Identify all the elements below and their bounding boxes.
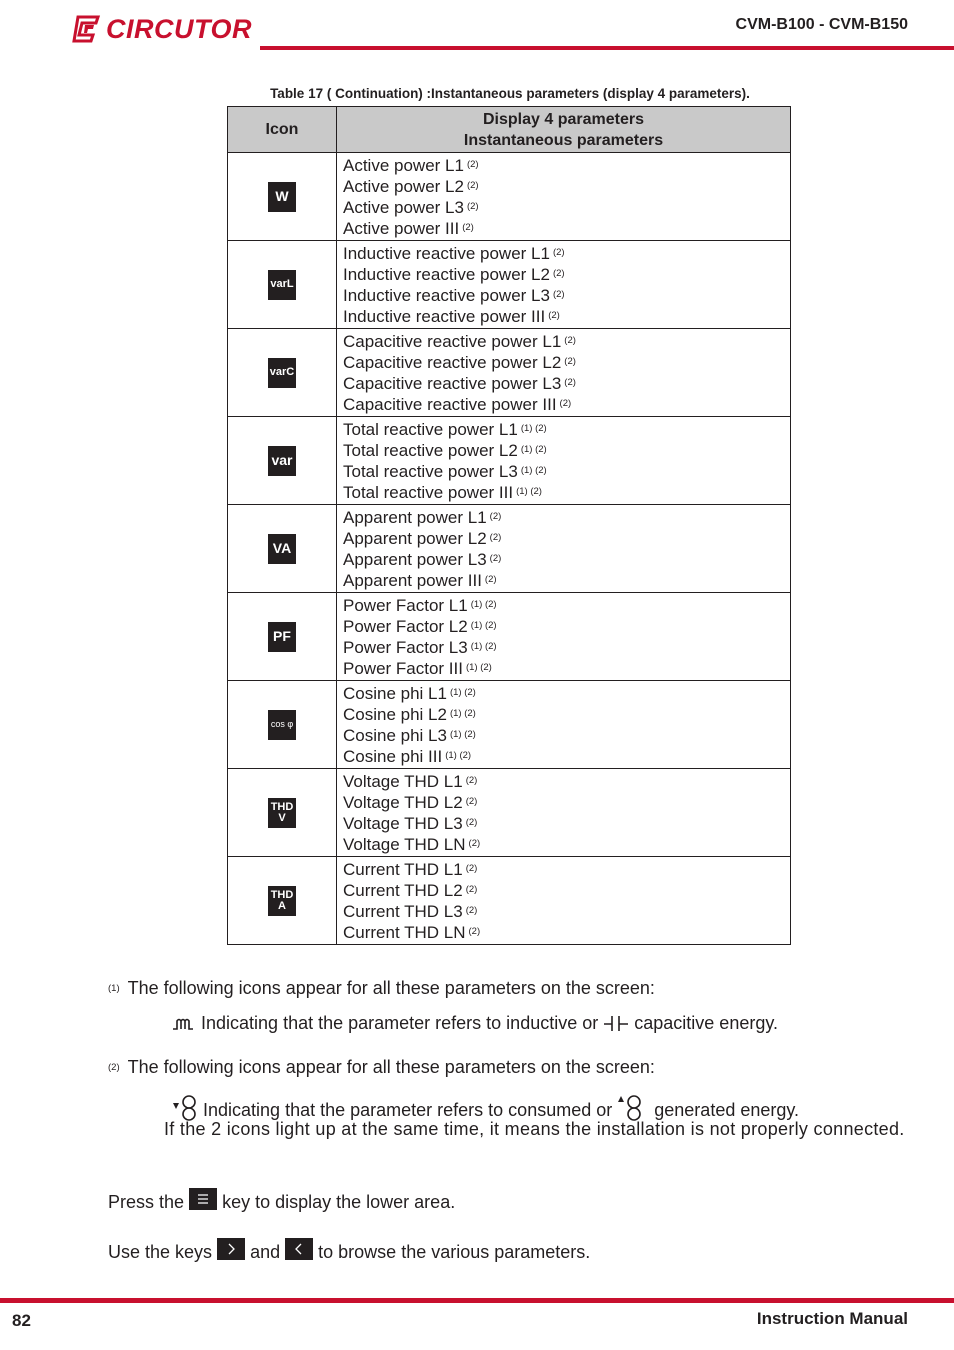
parameter-line (343, 901, 784, 922)
parameter-line (343, 461, 784, 482)
parameter-name: Voltage THD L1 (343, 772, 463, 791)
icon-label-top: THD (270, 889, 294, 901)
table-row (228, 329, 791, 417)
table-row (228, 857, 791, 945)
parameter-line (343, 482, 784, 503)
parameter-note-ref: (2) (466, 180, 479, 191)
parameter-line (343, 880, 784, 901)
parameter-name: Inductive reactive power L3 (343, 286, 550, 305)
parameter-note-ref: (2) (466, 159, 479, 170)
parameter-note-ref: (2) (564, 377, 576, 388)
note-1 (108, 977, 655, 1000)
page-number: 82 (12, 1311, 31, 1330)
capacitive-icon (603, 1013, 629, 1033)
parameter-note-ref: (2) (465, 863, 478, 874)
note-1-detail (172, 1012, 778, 1035)
parameter-name: Current THD L1 (343, 860, 463, 879)
parameter-line (343, 218, 784, 239)
icon-cell (228, 417, 337, 505)
parameters-table (227, 106, 791, 945)
parameter-note-ref: (2) (466, 201, 479, 212)
parameter-line (343, 197, 784, 218)
parameter-line (343, 771, 784, 792)
parameter-note-ref: (2) (489, 532, 502, 543)
parameter-note-ref: (1) (2) (470, 641, 497, 652)
parameter-line (343, 394, 784, 415)
parameter-line (343, 834, 784, 855)
parameter-line (343, 922, 784, 943)
menu-key-icon (189, 1188, 217, 1210)
parameter-line (343, 528, 784, 549)
model-title: CVM-B100 - CVM-B150 (735, 16, 908, 33)
parameter-name: Cosine phi L3 (343, 726, 447, 745)
parameter-cell (337, 505, 791, 593)
parameter-name: Active power L1 (343, 156, 464, 175)
params-column-header (337, 107, 791, 153)
parameter-name: Voltage THD L2 (343, 793, 463, 812)
parameter-note-ref: (1) (2) (470, 599, 497, 610)
parameter-cell (337, 153, 791, 241)
table-caption: Table 17 ( Continuation) :Instantaneous parameters (display 4 parameters). (270, 86, 750, 101)
icon-label-top: THD (270, 801, 294, 813)
parameter-note-ref: (2) (465, 905, 478, 916)
icon-column-header: Icon (228, 107, 337, 153)
parameter-line (343, 725, 784, 746)
parameter-cell (337, 769, 791, 857)
table-row (228, 769, 791, 857)
inductive-icon (172, 1015, 196, 1033)
parameter-name: Cosine phi III (343, 747, 443, 766)
note-2 (108, 1056, 655, 1079)
footer-rule (0, 1298, 954, 1303)
parameter-note-ref: (1) (2) (520, 465, 547, 476)
parameter-name: Capacitive reactive power L1 (343, 332, 562, 351)
parameter-note-ref: (2) (564, 356, 576, 367)
pf-icon: PF (268, 622, 296, 652)
parameter-note-ref: (2) (552, 247, 565, 258)
table-header-row (228, 107, 791, 153)
parameter-name: Capacitive reactive power L2 (343, 353, 562, 372)
table-row (228, 681, 791, 769)
varc-icon: varC (268, 358, 296, 388)
parameter-name: Active power L2 (343, 177, 464, 196)
parameter-line (343, 813, 784, 834)
parameter-note-ref: (2) (559, 398, 572, 409)
parameter-name: Inductive reactive power L1 (343, 244, 550, 263)
parameter-cell (337, 593, 791, 681)
parameter-line (343, 155, 784, 176)
note-2-text: The following icons appear for all these parameters on the screen: (127, 1057, 655, 1077)
icon-cell (228, 857, 337, 945)
icon-cell (228, 505, 337, 593)
parameter-name: Active power L3 (343, 198, 464, 217)
parameter-name: Total reactive power L1 (343, 420, 518, 439)
parameter-line (343, 419, 784, 440)
parameter-line (343, 373, 784, 394)
parameter-line (343, 570, 784, 591)
icon-cell (228, 241, 337, 329)
note-1-detail-b: capacitive energy. (634, 1013, 779, 1033)
browse-instruction (108, 1238, 590, 1264)
parameter-cell (337, 329, 791, 417)
icon-cell (228, 769, 337, 857)
table-row (228, 153, 791, 241)
note-1-detail-a: Indicating that the parameter refers to inductive or (201, 1013, 599, 1033)
parameter-note-ref: (2) (465, 817, 478, 828)
parameter-name: Current THD L2 (343, 881, 463, 900)
icon-cell (228, 593, 337, 681)
parameter-name: Power Factor L2 (343, 617, 468, 636)
parameter-note-ref: (2) (564, 335, 576, 346)
parameter-note-ref: (2) (552, 289, 565, 300)
parameter-note-ref: (1) (2) (449, 729, 476, 740)
press-instruction (108, 1188, 455, 1214)
note-1-text: The following icons appear for all these parameters on the screen: (127, 978, 655, 998)
parameter-name: Apparent power III (343, 571, 482, 590)
parameter-note-ref: (2) (548, 310, 560, 321)
use-and-text: and (250, 1242, 281, 1262)
parameter-name: Inductive reactive power III (343, 307, 546, 326)
parameter-name: Apparent power L3 (343, 550, 487, 569)
icon-cell (228, 329, 337, 417)
table-row (228, 241, 791, 329)
parameter-note-ref: (2) (465, 796, 478, 807)
varl-icon: varL (268, 270, 296, 300)
brand-logo (72, 12, 252, 46)
icon-label-bottom: A (278, 900, 286, 912)
parameter-name: Current THD LN (343, 923, 466, 942)
parameter-name: Active power III (343, 219, 460, 238)
use-text-b: to browse the various parameters. (318, 1242, 591, 1262)
parameter-line (343, 746, 784, 767)
parameter-line (343, 595, 784, 616)
circutor-logo-icon (72, 14, 102, 44)
params-header-line1: Display 4 parameters (483, 110, 644, 128)
parameter-note-ref: (1) (2) (470, 620, 497, 631)
parameter-note-ref: (1) (2) (465, 662, 492, 673)
parameter-note-ref: (1) (2) (449, 687, 476, 698)
parameter-note-ref: (2) (468, 926, 481, 937)
parameter-cell (337, 857, 791, 945)
right-key-icon (217, 1238, 245, 1260)
parameter-line (343, 792, 784, 813)
parameter-name: Power Factor L1 (343, 596, 468, 615)
parameter-note-ref: (2) (489, 511, 502, 522)
parameter-name: Capacitive reactive power III (343, 395, 557, 414)
parameter-note-ref: (2) (462, 222, 474, 233)
parameter-name: Apparent power L2 (343, 529, 487, 548)
use-text-a: Use the keys (108, 1242, 213, 1262)
parameter-name: Current THD L3 (343, 902, 463, 921)
va-icon: VA (268, 534, 296, 564)
parameter-note-ref: (2) (484, 574, 497, 585)
parameter-name: Inductive reactive power L2 (343, 265, 550, 284)
cos-icon: cos φ (268, 710, 296, 740)
parameter-name: Power Factor III (343, 659, 463, 678)
parameter-line (343, 658, 784, 679)
thd-v-icon (268, 798, 296, 828)
parameter-cell (337, 241, 791, 329)
icon-label-bottom: V (278, 812, 286, 824)
parameter-note-ref: (1) (2) (445, 750, 472, 761)
parameter-line (343, 440, 784, 461)
parameter-line (343, 352, 784, 373)
note-2-detail-a: Indicating that the parameter refers to consumed or (203, 1100, 613, 1120)
left-key-icon (285, 1238, 313, 1260)
press-text-a: Press the (108, 1192, 185, 1212)
parameter-line (343, 616, 784, 637)
thd-a-icon (268, 886, 296, 916)
w-icon: W (268, 182, 296, 212)
parameter-line (343, 331, 784, 352)
parameter-line (343, 683, 784, 704)
var-icon: var (268, 446, 296, 476)
table-row (228, 505, 791, 593)
parameter-cell (337, 681, 791, 769)
parameter-line (343, 507, 784, 528)
parameter-note-ref: (1) (2) (449, 708, 476, 719)
manual-title: Instruction Manual (756, 1309, 908, 1328)
parameter-note-ref: (1) (2) (520, 444, 547, 455)
header-rule (260, 46, 954, 50)
parameter-note-ref: (2) (552, 268, 565, 279)
parameter-line (343, 637, 784, 658)
note-1-mark: (1) (108, 983, 120, 994)
parameter-note-ref: (2) (465, 775, 478, 786)
note-2-mark: (2) (108, 1062, 120, 1073)
params-header-line2: Instantaneous parameters (463, 131, 664, 149)
brand-name: CIRCUTOR (106, 13, 253, 44)
icon-cell (228, 153, 337, 241)
parameter-note-ref: (2) (489, 553, 502, 564)
parameter-line (343, 176, 784, 197)
parameter-note-ref: (2) (468, 838, 481, 849)
parameter-note-ref: (2) (465, 884, 478, 895)
note-2-warning: If the 2 icons light up at the same time, it means the installation is not properly connected. (164, 1119, 905, 1139)
parameter-name: Voltage THD L3 (343, 814, 463, 833)
parameter-name: Cosine phi L1 (343, 684, 447, 703)
parameter-line (343, 306, 784, 327)
table-row (228, 417, 791, 505)
parameter-line (343, 704, 784, 725)
icon-cell (228, 681, 337, 769)
press-text-b: key to display the lower area. (222, 1192, 456, 1212)
parameter-name: Total reactive power L2 (343, 441, 518, 460)
parameter-name: Capacitive reactive power L3 (343, 374, 562, 393)
parameter-note-ref: (1) (2) (520, 423, 547, 434)
note-2-detail-b: generated energy. (654, 1100, 800, 1120)
parameter-line (343, 243, 784, 264)
parameter-name: Total reactive power III (343, 483, 514, 502)
parameter-line (343, 285, 784, 306)
parameter-cell (337, 417, 791, 505)
parameter-note-ref: (1) (2) (516, 486, 542, 497)
parameter-name: Voltage THD LN (343, 835, 466, 854)
table-row (228, 593, 791, 681)
parameter-name: Total reactive power L3 (343, 462, 518, 481)
parameter-name: Cosine phi L2 (343, 705, 447, 724)
parameter-line (343, 264, 784, 285)
parameter-name: Apparent power L1 (343, 508, 487, 527)
parameter-line (343, 549, 784, 570)
parameter-line (343, 859, 784, 880)
parameter-name: Power Factor L3 (343, 638, 468, 657)
